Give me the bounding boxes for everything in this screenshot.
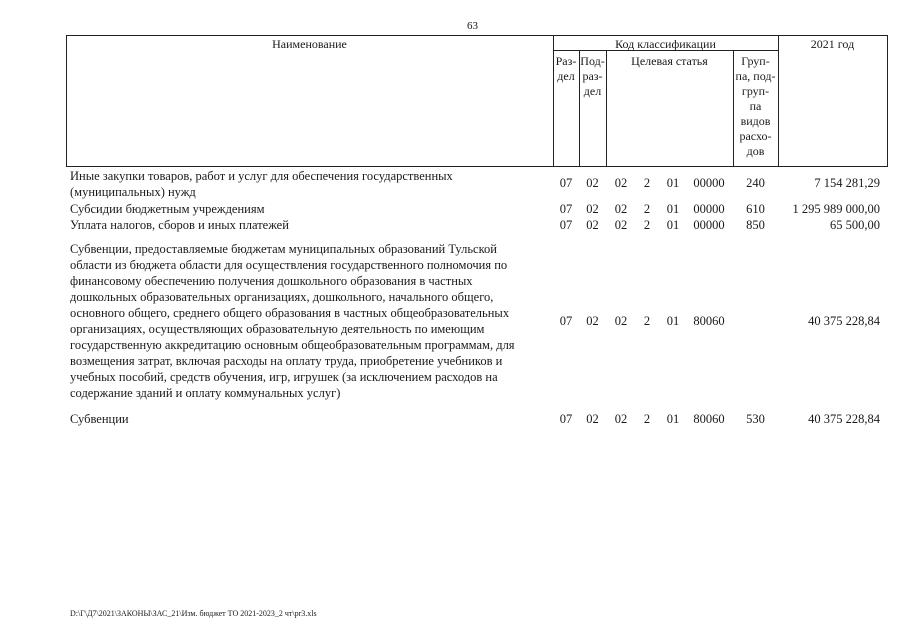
- row-target-program: 02: [614, 218, 628, 232]
- header-classification: Код классификации: [615, 37, 716, 51]
- row-amount: 1 295 989 000,00: [792, 202, 880, 216]
- header-podrazdel-line: раз-: [582, 69, 603, 83]
- row-name: Субсидии бюджетным учреждениям: [70, 202, 265, 216]
- row-target-direction: 00000: [693, 202, 725, 216]
- row-razdel: 07: [559, 202, 573, 216]
- row-target-type: 2: [643, 202, 651, 216]
- header-podrazdel-line: Под-: [580, 54, 605, 68]
- row-podrazdel: 02: [586, 202, 599, 216]
- header-razdel-line: дел: [557, 69, 575, 83]
- row-target-direction: 80060: [693, 412, 725, 426]
- row-podrazdel: 02: [586, 412, 599, 426]
- border-classification-year: [778, 35, 779, 166]
- header-group: [733, 54, 778, 159]
- row-razdel: 07: [559, 314, 573, 328]
- header-year: 2021 год: [810, 37, 855, 51]
- row-target-main: 01: [666, 202, 680, 216]
- row-amount: 7 154 281,29: [814, 176, 880, 190]
- row-group: 530: [746, 412, 765, 426]
- border-left: [66, 35, 67, 166]
- row-target-program: 02: [614, 176, 628, 190]
- row-name: Субвенции: [70, 412, 129, 426]
- row-target-type: 2: [643, 412, 651, 426]
- row-name: Иные закупки товаров, работ и услуг для обеспечения государственных (муниципальных) нужд: [70, 169, 453, 199]
- header-target: Целевая статья: [631, 54, 708, 68]
- header-podrazdel: [579, 54, 606, 99]
- row-target-direction: 00000: [693, 176, 725, 190]
- row-target-program: 02: [614, 202, 628, 216]
- header-bottom-border: [66, 166, 888, 167]
- row-razdel: 07: [559, 218, 573, 232]
- header-group-line: видов: [740, 114, 771, 128]
- header-razdel: [553, 54, 579, 84]
- header-group-line: па: [749, 99, 762, 113]
- row-razdel: 07: [559, 176, 573, 190]
- row-target-direction: 00000: [693, 218, 725, 232]
- row-target-main: 01: [666, 176, 680, 190]
- row-podrazdel: 02: [586, 218, 599, 232]
- row-target-type: 2: [643, 218, 651, 232]
- header-group-line: дов: [746, 144, 765, 158]
- header-group-line: расхо-: [739, 129, 772, 143]
- header-group-line: груп-: [741, 84, 770, 98]
- header-podrazdel-line: дел: [583, 84, 602, 98]
- row-target-type: 2: [643, 314, 651, 328]
- row-amount: 40 375 228,84: [808, 412, 880, 426]
- row-target-main: 01: [666, 218, 680, 232]
- row-target-main: 01: [666, 412, 680, 426]
- row-group: 850: [746, 218, 765, 232]
- page-number: 63: [467, 20, 478, 32]
- row-target-direction: 80060: [693, 314, 725, 328]
- header-razdel-line: Раз-: [555, 54, 577, 68]
- header-group-line: па, под-: [735, 69, 776, 83]
- file-path-footer: D:\Г\Д7\2021\ЗАКОНЫ\ЗАС_21\Изм. бюджет ТО 2021-2023_2 чт\pr3.xls: [70, 609, 317, 618]
- header-group-line: Груп-: [741, 54, 770, 68]
- row-amount: 65 500,00: [830, 218, 880, 232]
- border-right: [887, 35, 888, 166]
- row-amount: 40 375 228,84: [808, 314, 880, 328]
- row-target-program: 02: [614, 314, 628, 328]
- row-podrazdel: 02: [586, 176, 599, 190]
- row-name: Уплата налогов, сборов и иных платежей: [70, 218, 289, 232]
- row-podrazdel: 02: [586, 314, 599, 328]
- header-name: Наименование: [272, 37, 347, 51]
- row-group: 240: [746, 176, 765, 190]
- row-name: Субвенции, предоставляемые бюджетам муниципальных образований Тульской области из бюджета области для осуществления государственного полномочия по финансовому обеспечению получения дошкольного образования в частных дошкольных образовательных организациях, дошкольного, начального общего, основного общего, среднего общего образования в частных общеобразовательных организациях, осуществляющих образовательную деятельность по имеющим государственную аккредитацию основным общеобразовательным программам, для возмещения затрат, включая расходы на оплату труда, приобретение учебников и учебных пособий, средств обучения, игр, игрушек (за исключением расходов на содержание зданий и оплату коммунальных услуг): [70, 242, 515, 400]
- row-target-main: 01: [666, 314, 680, 328]
- row-target-type: 2: [643, 176, 651, 190]
- header-top-border: [66, 35, 888, 36]
- row-target-program: 02: [614, 412, 628, 426]
- row-razdel: 07: [559, 412, 573, 426]
- row-group: 610: [746, 202, 765, 216]
